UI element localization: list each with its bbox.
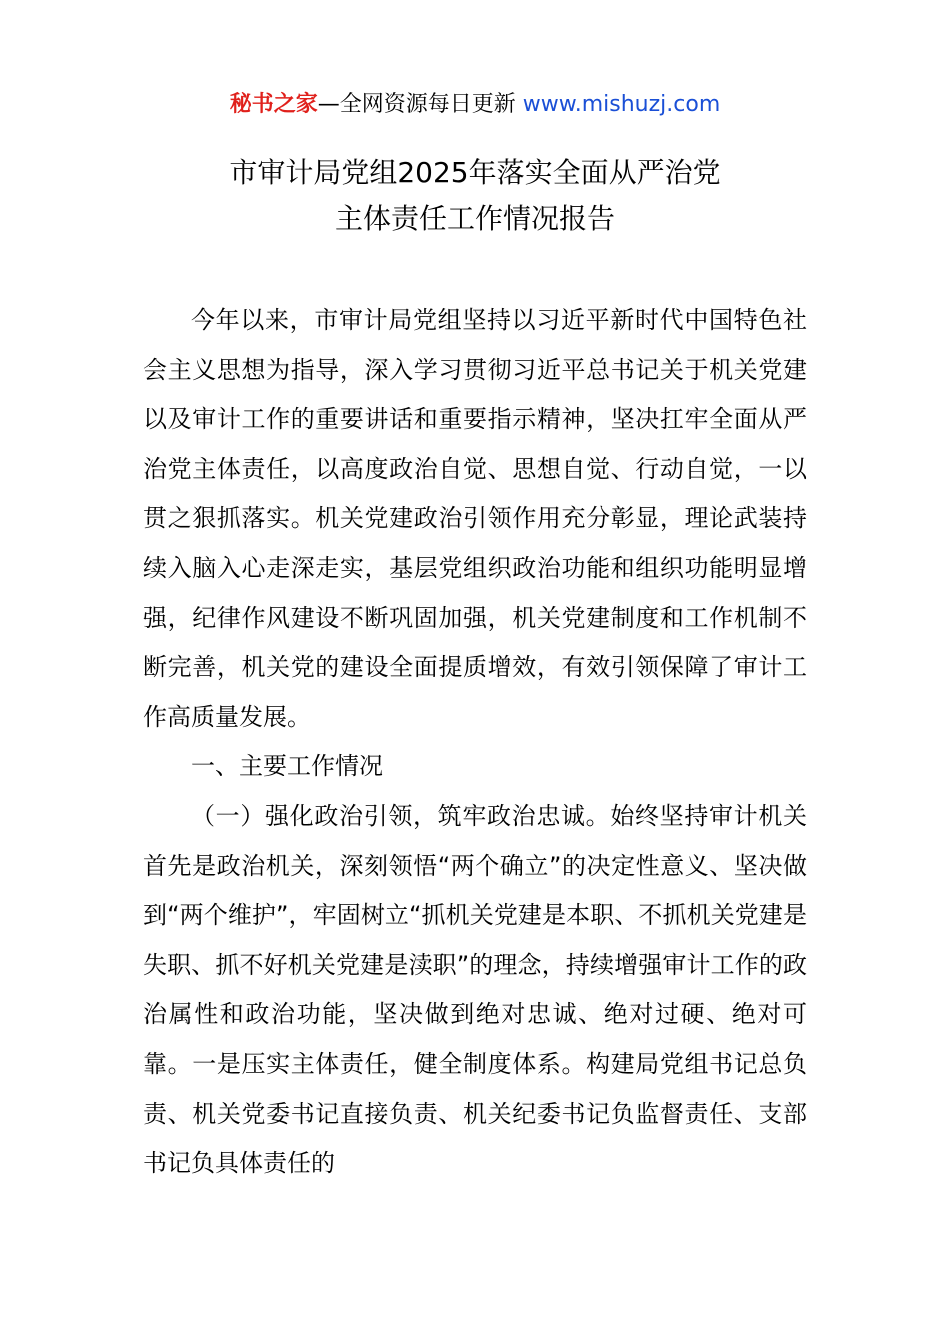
section-heading: 一、主要工作情况 [191, 752, 383, 781]
subsection-paragraph: （一）强化政治引领，筑牢政治忠诚。始终坚持审计机关首先是政治机关，深刻领悟“两个确立”的决定性意义、坚决做到“两个维护”，牢固树立“抓机关党建是本职、不抓机关党建是失职、抓不好机关党建是渎职”的理念，持续增强审计工作的政治属性和政治功能，坚决做到绝对忠诚、绝对过硬、绝对可靠。一是压实主体责任，健全制度体系。构建局党组书记总负责、机关党委书记直接负责、机关纪委书记负监督责任、支部书记负具体责任的 [143, 801, 807, 1178]
title-line-1: 市审计局党组2025年落实全面从严治党 [229, 156, 721, 189]
title-line-2: 主体责任工作情况报告 [334, 202, 615, 235]
site-banner [0, 90, 950, 120]
site-link[interactable]: www.mishuzj.com [522, 92, 721, 117]
brand-name: 秘书之家 [229, 92, 318, 117]
banner-tagline: —全网资源每日更新 [317, 92, 516, 117]
intro-paragraph: 今年以来，市审计局党组坚持以习近平新时代中国特色社会主义思想为指导，深入学习贯彻习近平总书记关于机关党建以及审计工作的重要讲话和重要指示精神，坚决扛牢全面从严治党主体责任，以高度政治自觉、思想自觉、行动自觉，一以贯之狠抓落实。机关党建政治引领作用充分彰显，理论武装持续入脑入心走深走实，基层党组织政治功能和组织功能明显增强，纪律作风建设不断巩固加强，机关党建制度和工作机制不断完善，机关党的建设全面提质增效，有效引领保障了审计工作高质量发展。 [143, 306, 807, 731]
document-body [143, 296, 807, 1189]
document-title [0, 150, 950, 242]
